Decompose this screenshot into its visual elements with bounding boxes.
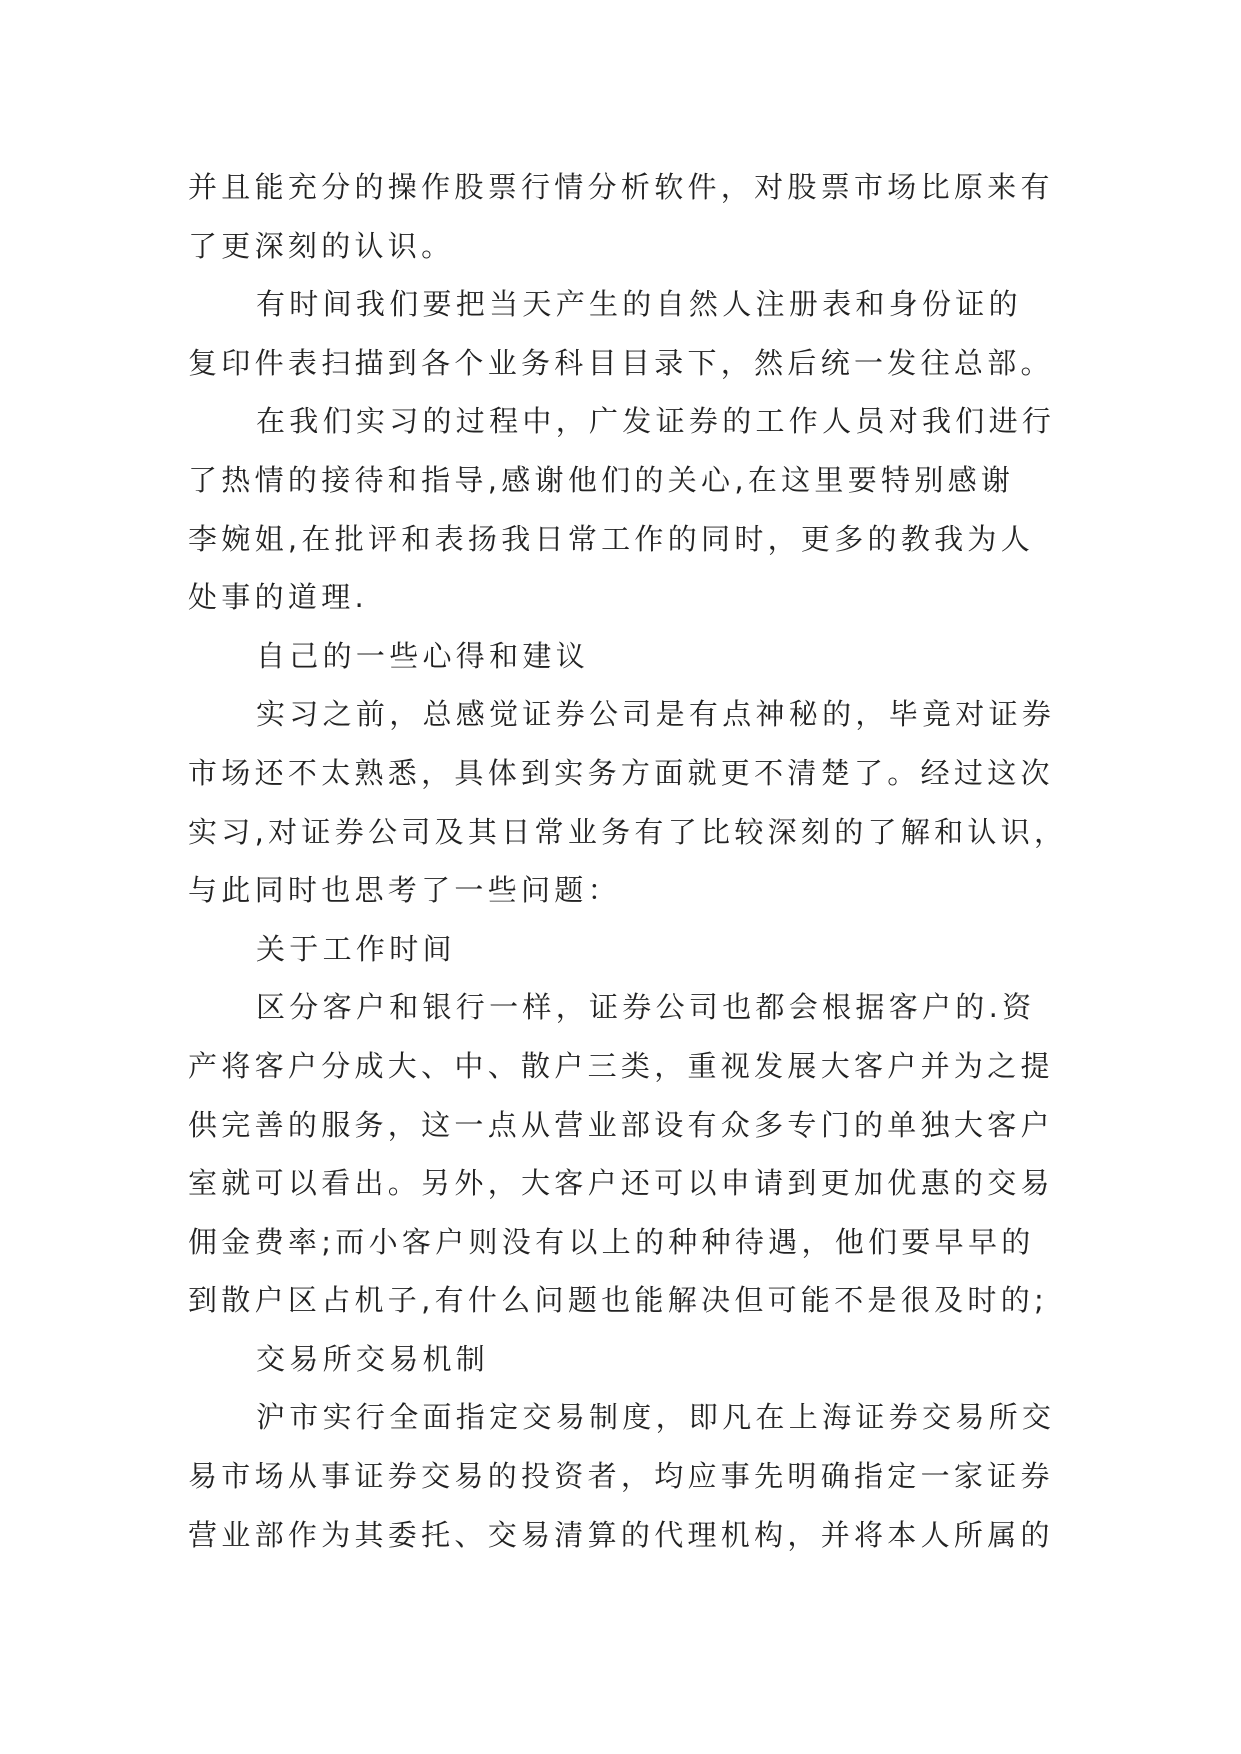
- text-line: 供完善的服务，这一点从营业部设有众多专门的单独大客户: [188, 1107, 1054, 1142]
- text-line: 在我们实习的过程中，广发证券的工作人员对我们进行: [256, 404, 1056, 439]
- text-line: 了更深刻的认识。: [188, 228, 455, 263]
- text-line: 李婉姐,在批评和表扬我日常工作的同时，更多的教我为人: [188, 521, 1035, 556]
- text-line: 室就可以看出。另外，大客户还可以申请到更加优惠的交易: [188, 1166, 1054, 1201]
- section-heading: 关于工作时间: [256, 931, 456, 966]
- text-line: 到散户区占机子,有什么问题也能解决但可能不是很及时的;: [188, 1283, 1049, 1318]
- document-body: [188, 158, 1068, 1564]
- text-line: 市场还不太熟悉，具体到实务方面就更不清楚了。经过这次: [188, 755, 1054, 790]
- text-line: 有时间我们要把当天产生的自然人注册表和身份证的: [256, 287, 1022, 322]
- text-line: 处事的道理.: [188, 580, 369, 615]
- text-line: 佣金费率;而小客户则没有以上的种种待遇，他们要早早的: [188, 1224, 1035, 1259]
- text-line: 产将客户分成大、中、散户三类，重视发展大客户并为之提: [188, 1048, 1054, 1083]
- text-line: 易市场从事证券交易的投资者，均应事先明确指定一家证券: [188, 1459, 1054, 1494]
- text-line: 实习之前，总感觉证券公司是有点神秘的，毕竟对证券: [256, 697, 1056, 732]
- text-line: 与此同时也思考了一些问题：: [188, 873, 621, 908]
- text-line: 复印件表扫描到各个业务科目目录下，然后统一发往总部。: [188, 345, 1054, 380]
- text-line: 沪市实行全面指定交易制度，即凡在上海证券交易所交: [256, 1400, 1056, 1435]
- text-line: 并且能充分的操作股票行情分析软件，对股票市场比原来有: [188, 170, 1054, 204]
- section-heading: 交易所交易机制: [256, 1341, 490, 1376]
- text-line: 实习,对证券公司及其日常业务有了比较深刻的了解和认识，: [188, 814, 1068, 849]
- text-line: 区分客户和银行一样，证券公司也都会根据客户的.资: [256, 990, 1036, 1025]
- text-line: 了热情的接待和指导,感谢他们的关心,在这里要特别感谢: [188, 462, 1015, 497]
- section-heading: 自己的一些心得和建议: [256, 638, 590, 673]
- text-line: 营业部作为其委托、交易清算的代理机构，并将本人所属的: [188, 1517, 1054, 1552]
